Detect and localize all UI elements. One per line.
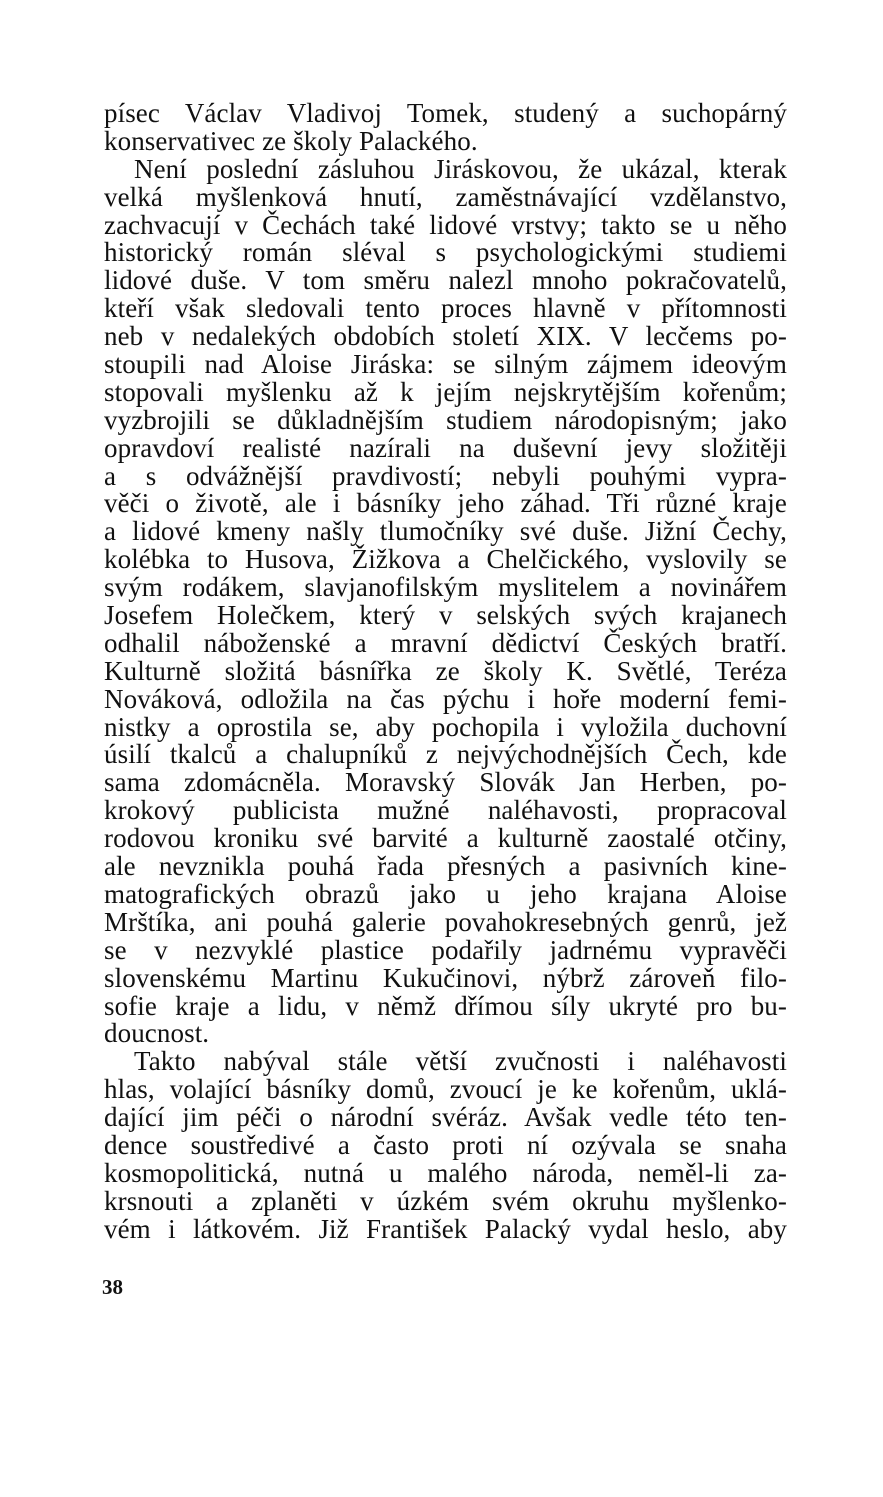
text-line: neb v nedalekých obdobích století XIX. V lecčems po-: [104, 321, 787, 352]
text-line: stoupili nad Aloise Jiráska: se silným zájmem ideovým: [104, 349, 787, 380]
text-line: a s odvážnější pravdivostí; nebyli pouhými vypra-: [104, 460, 787, 491]
text-line: rodovou kroniku své barvité a kulturně zaostalé otčiny,: [104, 823, 787, 854]
text-line: vém i látkovém. Již František Palacký vydal heslo, aby: [104, 1213, 787, 1244]
text-line: krsnouti a zplaněti v úzkém svém okruhu myšlenko-: [104, 1185, 787, 1216]
text-line: ale nevznikla pouhá řada přesných a pasivních kine-: [104, 851, 787, 882]
text-line: kolébka to Husova, Žižkova a Chelčického, vyslovily se: [104, 544, 787, 575]
text-line: lidové duše. V tom směru nalezl mnoho pokračovatelů,: [104, 265, 787, 296]
text-line: sama zdomácněla. Moravský Slovák Jan Herben, po-: [104, 767, 787, 798]
text-line: konservativec ze školy Palackého.: [104, 125, 478, 156]
text-line: doucnost.: [104, 1018, 210, 1049]
text-line: kteří však sledovali tento proces hlavně v přítomnosti: [104, 293, 787, 324]
text-line: vyzbrojili se důkladnějším studiem národopisným; jako: [104, 404, 787, 435]
text-line: krokový publicista mužné naléhavosti, propracoval: [104, 795, 787, 826]
text-line: odhalil náboženské a mravní dědictví Českých bratří.: [104, 627, 787, 658]
text-line: dence soustředivé a často proti ní ozývala se snaha: [104, 1129, 787, 1160]
text-line: věči o životě, ale i básníky jeho záhad. Tři různé kraje: [104, 488, 787, 519]
text-line: Nováková, odložila na čas pýchu i hoře moderní femi-: [104, 683, 787, 714]
text-line: slovenskému Martinu Kukučinovi, nýbrž zároveň filo-: [104, 962, 787, 993]
text-line: opravdoví realisté nazírali na duševní jevy složitěji: [104, 432, 787, 463]
text-line: Josefem Holečkem, který v selských svých krajanech: [104, 600, 787, 631]
text-line: písec Václav Vladivoj Tomek, studený a suchopárný: [104, 98, 787, 128]
body-text: [104, 100, 787, 1244]
text-line: historický román sléval s psychologickými studiemi: [104, 237, 787, 268]
text-line: Takto nabýval stále větší zvučnosti i naléhavosti: [134, 1046, 787, 1077]
text-line: Kulturně složitá básnířka ze školy K. Světlé, Teréza: [104, 655, 787, 686]
text-line: Není poslední zásluhou Jiráskovou, že ukázal, kterak: [134, 153, 787, 184]
text-line: Mrštíka, ani pouhá galerie povahokresebných genrů, jež: [104, 906, 787, 937]
text-line: sofie kraje a lidu, v němž dřímou síly ukryté pro bu-: [104, 990, 787, 1021]
text-line: úsilí tkalců a chalupníků z nejvýchodnějších Čech, kde: [104, 739, 787, 770]
text-line: zachvacují v Čechách také lidové vrstvy; takto se u něho: [104, 209, 787, 240]
text-line: nistky a oprostila se, aby pochopila i vyložila duchovní: [104, 711, 787, 742]
text-line: a lidové kmeny našly tlumočníky své duše. Jižní Čechy,: [104, 516, 787, 547]
text-line: hlas, volající básníky domů, zvoucí je ke kořenům, uklá-: [104, 1074, 787, 1105]
text-line: velká myšlenková hnutí, zaměstnávající vzdělanstvo,: [104, 181, 787, 212]
text-line: matografických obrazů jako u jeho krajana Aloise: [104, 878, 787, 909]
text-line: svým rodákem, slavjanofilským myslitelem a novinářem: [104, 572, 787, 603]
text-line: stopovali myšlenku až k jejím nejskrytějším kořenům;: [104, 376, 787, 407]
text-line: kosmopolitická, nutná u malého národa, neměl-li za-: [104, 1157, 787, 1188]
text-line: se v nezvyklé plastice podařily jadrnému vypravěči: [104, 934, 787, 965]
text-line: dající jim péči o národní svéráz. Avšak vedle této ten-: [104, 1102, 787, 1133]
page-number: 38: [102, 1275, 123, 1299]
